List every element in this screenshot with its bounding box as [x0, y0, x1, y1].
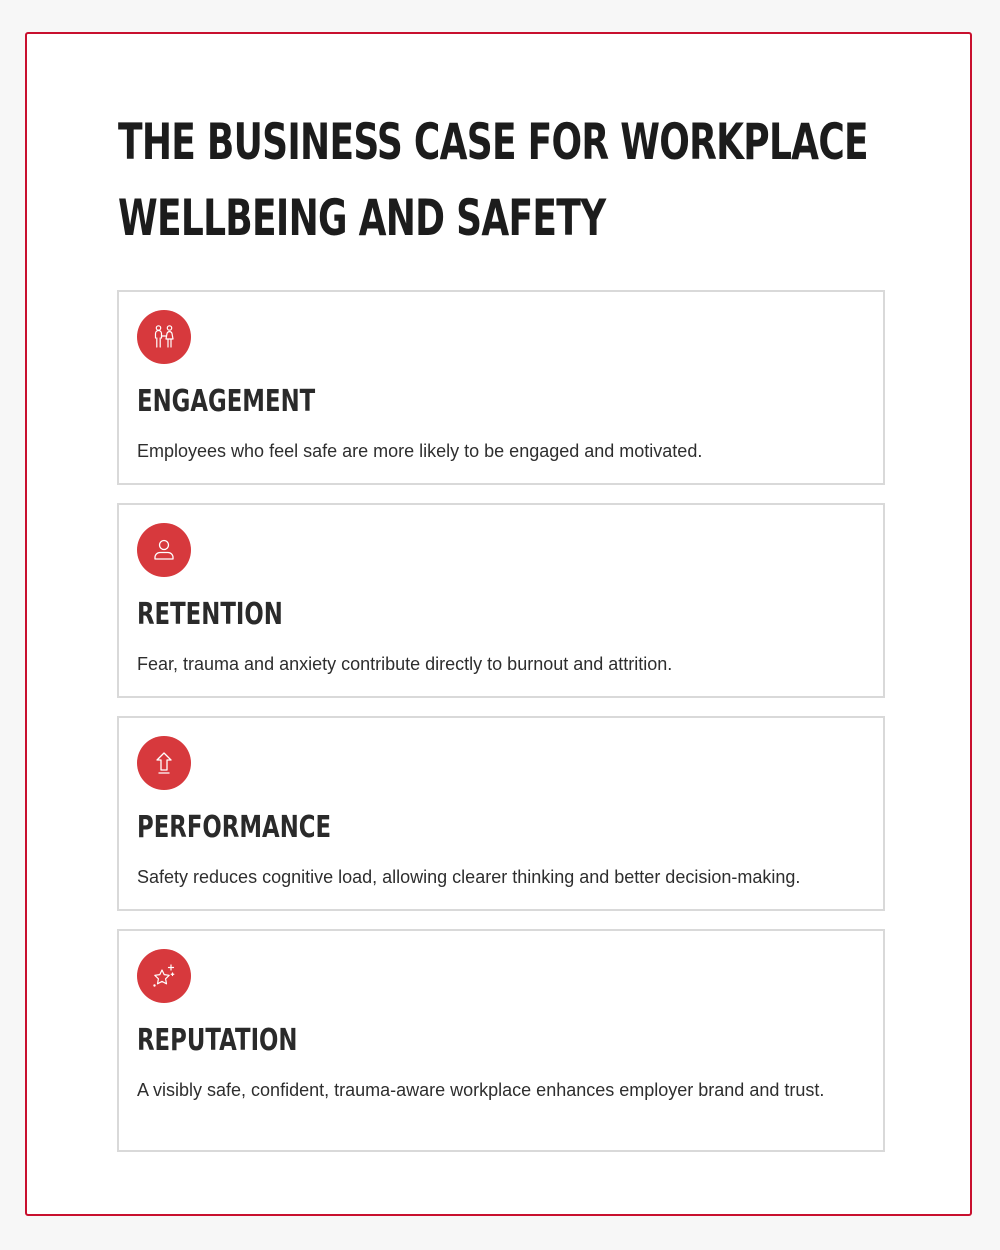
card-heading: REPUTATION	[137, 1023, 298, 1058]
card-reputation	[117, 929, 885, 1152]
person-icon	[137, 523, 191, 577]
card-text: Safety reduces cognitive load, allowing clearer thinking and better decision-making.	[137, 867, 801, 887]
page-title-line-1: THE BUSINESS CASE FOR WORKPLACE	[118, 113, 868, 171]
card-heading: RETENTION	[137, 597, 283, 632]
page-title-line-2: WELLBEING AND SAFETY	[118, 189, 606, 247]
card-heading: PERFORMANCE	[137, 810, 332, 845]
card-retention	[117, 503, 885, 698]
card-text: Employees who feel safe are more likely to be engaged and motivated.	[137, 441, 703, 461]
page-title	[118, 104, 868, 256]
content-frame	[25, 32, 972, 1216]
people-holding-hands-icon	[137, 310, 191, 364]
card-text: Fear, trauma and anxiety contribute directly to burnout and attrition.	[137, 654, 673, 674]
arrow-up-icon	[137, 736, 191, 790]
star-sparkle-icon	[137, 949, 191, 1003]
card-performance	[117, 716, 885, 911]
card-engagement	[117, 290, 885, 485]
card-text: A visibly safe, confident, trauma-aware workplace enhances employer brand and trust.	[137, 1080, 825, 1100]
card-heading: ENGAGEMENT	[137, 384, 316, 419]
